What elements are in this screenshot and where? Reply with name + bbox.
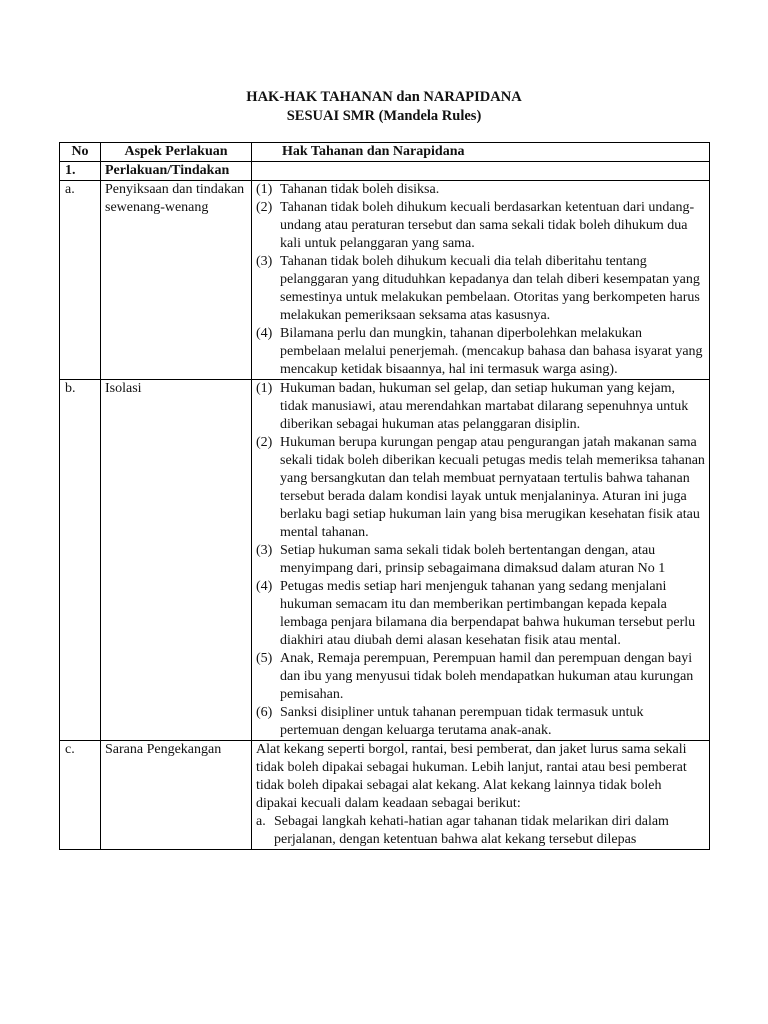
row-number: b. [60,380,101,741]
row-number: a. [60,181,101,380]
row-intro-text: Alat kekang seperti borgol, rantai, besi pemberat, dan jaket lurus sama sekali tidak boleh dipakai sebagai hukuman. Lebih lanjut, rantai atau besi pemberat tidak boleh dipakai sebagai alat kekang. Alat kekang lainnya tidak boleh dipakai kecuali dalam keadaan sebagai berikut: [256,742,687,811]
section-row [60,162,710,181]
list-item: (4) Bilamana perlu dan mungkin, tahanan diperbolehkan melakukan pembelaan melalui penerjemah. (mencakup bahasa dan bahasa isyarat yang mencakup ketidak bisaannya, hal ini termasuk warga asing). [256,326,703,377]
row-aspek: Sarana Pengekangan [101,741,252,850]
document-title: HAK-HAK TAHANAN dan NARAPIDANA [246,89,522,105]
rights-table [59,142,710,850]
row-aspek: Isolasi [101,380,252,741]
row-rights [252,181,710,380]
section-label: Perlakuan/Tindakan [101,162,252,181]
document-subtitle: SESUAI SMR (Mandela Rules) [286,108,482,124]
list-item: (6) Sanksi disipliner untuk tahanan perempuan tidak termasuk untuk pertemuan dengan keluarga terutama anak-anak. [256,705,644,738]
table-row [60,181,710,380]
header-no: No [60,143,101,162]
rights-list [256,380,705,740]
row-aspek: Penyiksaan dan tindakan sewenang-wenang [101,181,252,380]
section-number: 1. [60,162,101,181]
row-rights [252,380,710,741]
list-item: (1) Hukuman badan, hukuman sel gelap, dan setiap hukuman yang kejam, tidak manusiawi, atau merendahkan martabat dilarang sepenuhnya untuk diberikan sebagai hukuman atas pelanggaran disiplin. [256,381,689,432]
list-item: (1) Tahanan tidak boleh disiksa. [256,182,440,197]
header-aspek: Aspek Perlakuan [101,143,252,162]
list-item: a. Sebagai langkah kehati-hatian agar tahanan tidak melarikan diri dalam perjalanan, dengan ketentuan bahwa alat kekang tersebut dilepas [256,814,669,847]
list-item: (4) Petugas medis setiap hari menjenguk tahanan yang sedang menjalani hukuman semacam itu dan memberikan pertimbangan kepada kepala lembaga penjara bilamana dia berpendapat bahwa hukuman tersebut perlu diakhiri atau diubah demi alasan kesehatan fisik atau mental. [256,579,696,648]
list-item: (2) Tahanan tidak boleh dihukum kecuali berdasarkan ketentuan dari undang-undang atau peraturan tersebut dan sama sekali tidak boleh dihukum dua kali untuk pelanggaran yang sama. [256,200,695,251]
list-item: (5) Anak, Remaja perempuan, Perempuan hamil dan perempuan dengan bayi dan ibu yang menyusui tidak boleh mendapatkan hukuman atau kurungan pemisahan. [256,651,694,702]
list-item: (2) Hukuman berupa kurungan pengap atau pengurangan jatah makanan sama sekali tidak boleh diberikan kecuali petugas medis telah memeriksa tahanan yang bersangkutan dan telah membuat pernyataan tertulis bahwa tahanan tersebut berada dalam kondisi layak untuk menjalaninya. Aturan ini juga berlaku bagi setiap hukuman lain yang bisa merugikan kesehatan fisik atau mental tahanan. [256,435,705,540]
table-header-row [60,143,710,162]
section-empty-cell [252,162,710,181]
list-item: (3) Tahanan tidak boleh dihukum kecuali dia telah diberitahu tentang pelanggaran yang dituduhkan kepadanya dan telah diberi kesempatan yang semestinya untuk melakukan pembelaan. Otoritas yang berkompeten harus melakukan pemeriksaan seksama atas kasusnya. [256,254,700,323]
header-hak: Hak Tahanan dan Narapidana [252,143,710,162]
row-number: c. [60,741,101,850]
table-row [60,741,710,850]
row-rights [252,741,710,850]
rights-list [256,181,705,379]
rights-list [256,813,705,849]
list-item: (3) Setiap hukuman sama sekali tidak boleh bertentangan dengan, atau menyimpang dari, prinsip sebagaimana dimaksud dalam aturan No 1 [256,543,666,576]
table-row [60,380,710,741]
